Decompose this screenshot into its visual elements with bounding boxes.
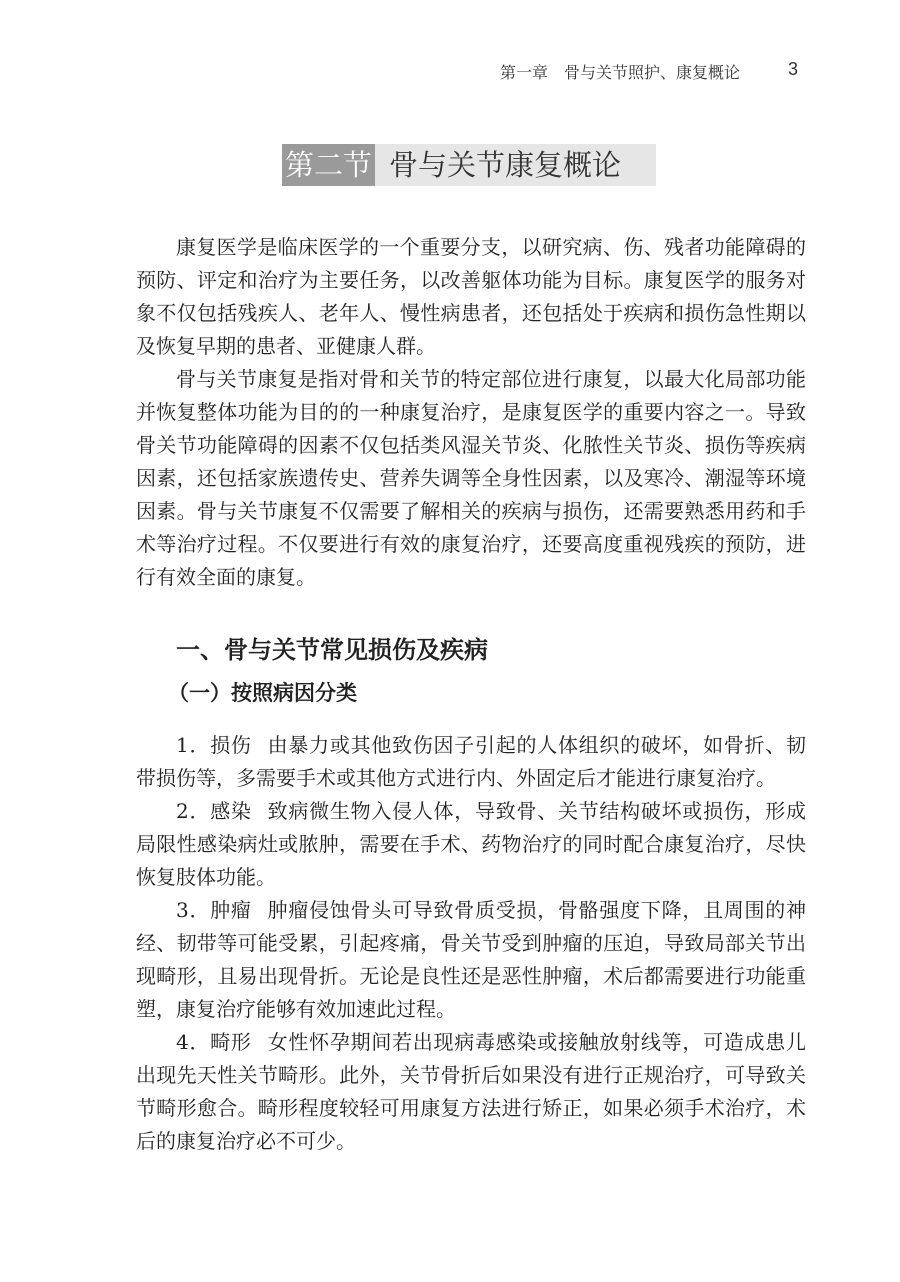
paragraph-line: 象不仅包括残疾人、老年人、慢性病患者，还包括处于疾病和损伤急性期以 (136, 301, 806, 325)
paragraph-line: 预防、评定和治疗为主要任务，以改善躯体功能为目标。康复医学的服务对 (136, 268, 806, 292)
intro-paragraphs (136, 231, 806, 594)
list-item-label: 4．畸形 (176, 1030, 252, 1054)
paragraph-line: 术等治疗过程。不仅要进行有效的康复治疗，还要高度重视残疾的预防，进 (136, 532, 806, 556)
list-item-line (136, 894, 806, 927)
running-header: 第一章 骨与关节照护、康复概论 (500, 63, 741, 82)
list-item-text: 致病微生物入侵人体，导致骨、关节结构破坏或损伤，形成 (267, 799, 806, 823)
list-item-line (136, 795, 806, 828)
list-item-line: 带损伤等，多需要手术或其他方式进行内、外固定后才能进行康复治疗。 (136, 766, 776, 790)
list-item-line: 后的康复治疗必不可少。 (136, 1129, 356, 1153)
list-item-text: 由暴力或其他致伤因子引起的人体组织的破坏，如骨折、韧 (267, 733, 806, 757)
list-item-line: 出现先天性关节畸形。此外，关节骨折后如果没有进行正规治疗，可导致关 (136, 1063, 806, 1087)
list-item-label: 2．感染 (176, 799, 252, 823)
list-item-text: 女性怀孕期间若出现病毒感染或接触放射线等，可造成患儿 (267, 1030, 806, 1054)
heading-level-1: 一、骨与关节常见损伤及疾病 (176, 635, 488, 664)
list-item-line: 塑，康复治疗能够有效加速此过程。 (136, 997, 456, 1021)
list-item-line: 恢复肢体功能。 (136, 865, 276, 889)
list-item-line: 经、韧带等可能受累，引起疼痛，骨关节受到肿瘤的压迫，导致局部关节出 (136, 931, 806, 955)
list-item-label: 3．肿瘤 (176, 898, 252, 922)
heading-level-2: （一）按照病因分类 (168, 680, 357, 705)
list-item-line: 现畸形，且易出现骨折。无论是良性还是恶性肿瘤，术后都需要进行功能重 (136, 964, 806, 988)
section-title (282, 144, 656, 186)
page-number: 3 (788, 59, 799, 79)
cause-list (136, 729, 806, 1158)
section-number: 第二节 (282, 144, 375, 186)
paragraph-line: 骨与关节康复是指对骨和关节的特定部位进行康复，以最大化局部功能 (176, 367, 806, 391)
paragraph-line: 及恢复早期的患者、亚健康人群。 (136, 334, 436, 358)
paragraph-line: 行有效全面的康复。 (136, 565, 316, 589)
list-item-line: 节畸形愈合。畸形程度较轻可用康复方法进行矫正，如果必须手术治疗，术 (136, 1096, 806, 1120)
paragraph-line: 因素，还包括家族遗传史、营养失调等全身性因素，以及寒冷、潮湿等环境 (136, 466, 806, 490)
list-item-line (136, 729, 806, 762)
paragraph-line: 因素。骨与关节康复不仅需要了解相关的疾病与损伤，还需要熟悉用药和手 (136, 499, 806, 523)
paragraph-line: 康复医学是临床医学的一个重要分支，以研究病、伤、残者功能障碍的 (176, 235, 806, 259)
list-item-line: 局限性感染病灶或脓肿，需要在手术、药物治疗的同时配合康复治疗，尽快 (136, 832, 806, 856)
paragraph-line: 并恢复整体功能为目的的一种康复治疗，是康复医学的重要内容之一。导致 (136, 400, 806, 424)
section-title-text: 骨与关节康复概论 (375, 144, 656, 186)
paragraph-line: 骨关节功能障碍的因素不仅包括类风湿关节炎、化脓性关节炎、损伤等疾病 (136, 433, 806, 457)
list-item-line (136, 1026, 806, 1059)
list-item-label: 1．损伤 (176, 733, 252, 757)
list-item-text: 肿瘤侵蚀骨头可导致骨质受损，骨骼强度下降，且周围的神 (267, 898, 806, 922)
